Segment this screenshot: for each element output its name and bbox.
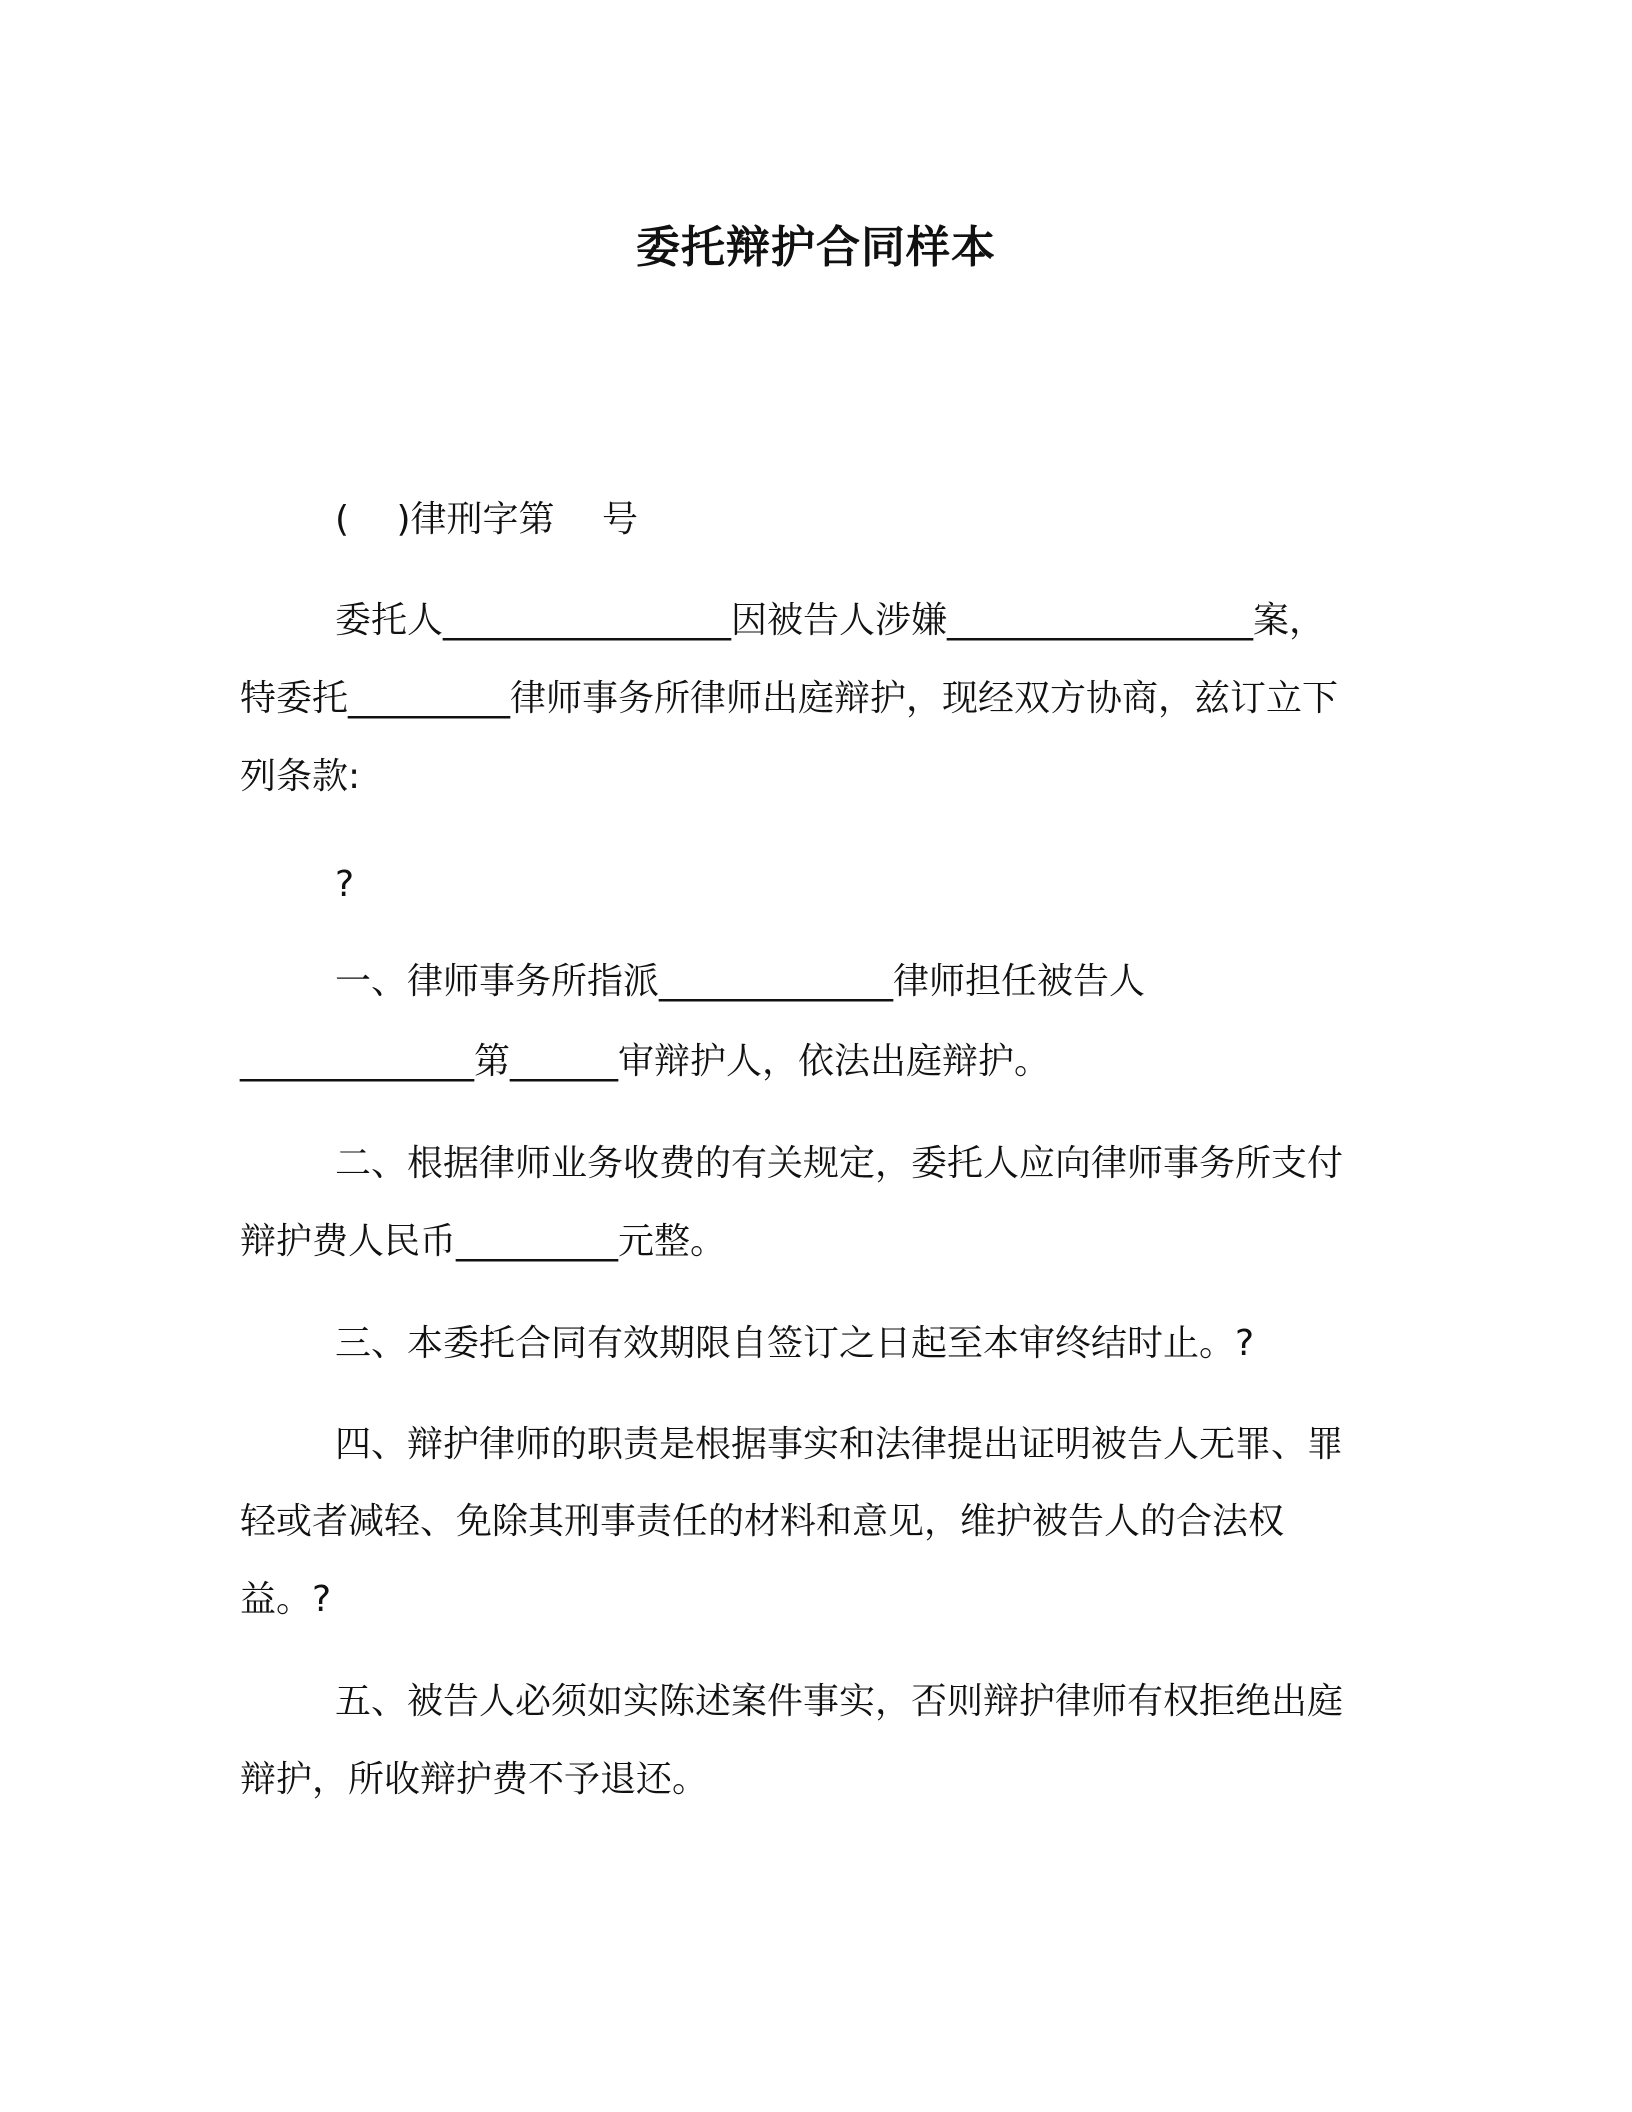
clause-4-line-3: 益。? [240,1579,332,1620]
document-title: 委托辩护合同样本 [636,222,996,273]
clause-3-line-1: 三、本委托合同有效期限自签订之日起至本审终结时止。? [335,1323,1255,1364]
case-number: ( )律刑字第 号 [335,499,638,540]
clause-5-line-1: 五、被告人必须如实陈述案件事实，否则辩护律师有权拒绝出庭 [335,1681,1344,1722]
clause-1-line-1: 一、律师事务所指派_____________律师担任被告人 [335,961,1146,1002]
intro-line-2: 特委托_________律师事务所律师出庭辩护，现经双方协商，兹订立下 [240,678,1339,719]
clause-2-line-2: 辩护费人民币_________元整。 [240,1221,727,1262]
question-mark-line: ? [335,864,355,905]
clause-2-line-1: 二、根据律师业务收费的有关规定，委托人应向律师事务所支付 [335,1143,1344,1184]
clause-4-line-1: 四、辩护律师的职责是根据事实和法律提出证明被告人无罪、罪 [335,1424,1344,1465]
intro-line-3: 列条款: [240,756,361,797]
clause-4-line-2: 轻或者减轻、免除其刑事责任的材料和意见，维护被告人的合法权 [240,1501,1285,1542]
intro-line-1: 委托人________________因被告人涉嫌_________________案， [335,600,1326,641]
clause-1-line-2: _____________第______审辩护人，依法出庭辩护。 [240,1041,1051,1082]
clause-5-line-2: 辩护，所收辩护费不予退还。 [240,1759,709,1800]
